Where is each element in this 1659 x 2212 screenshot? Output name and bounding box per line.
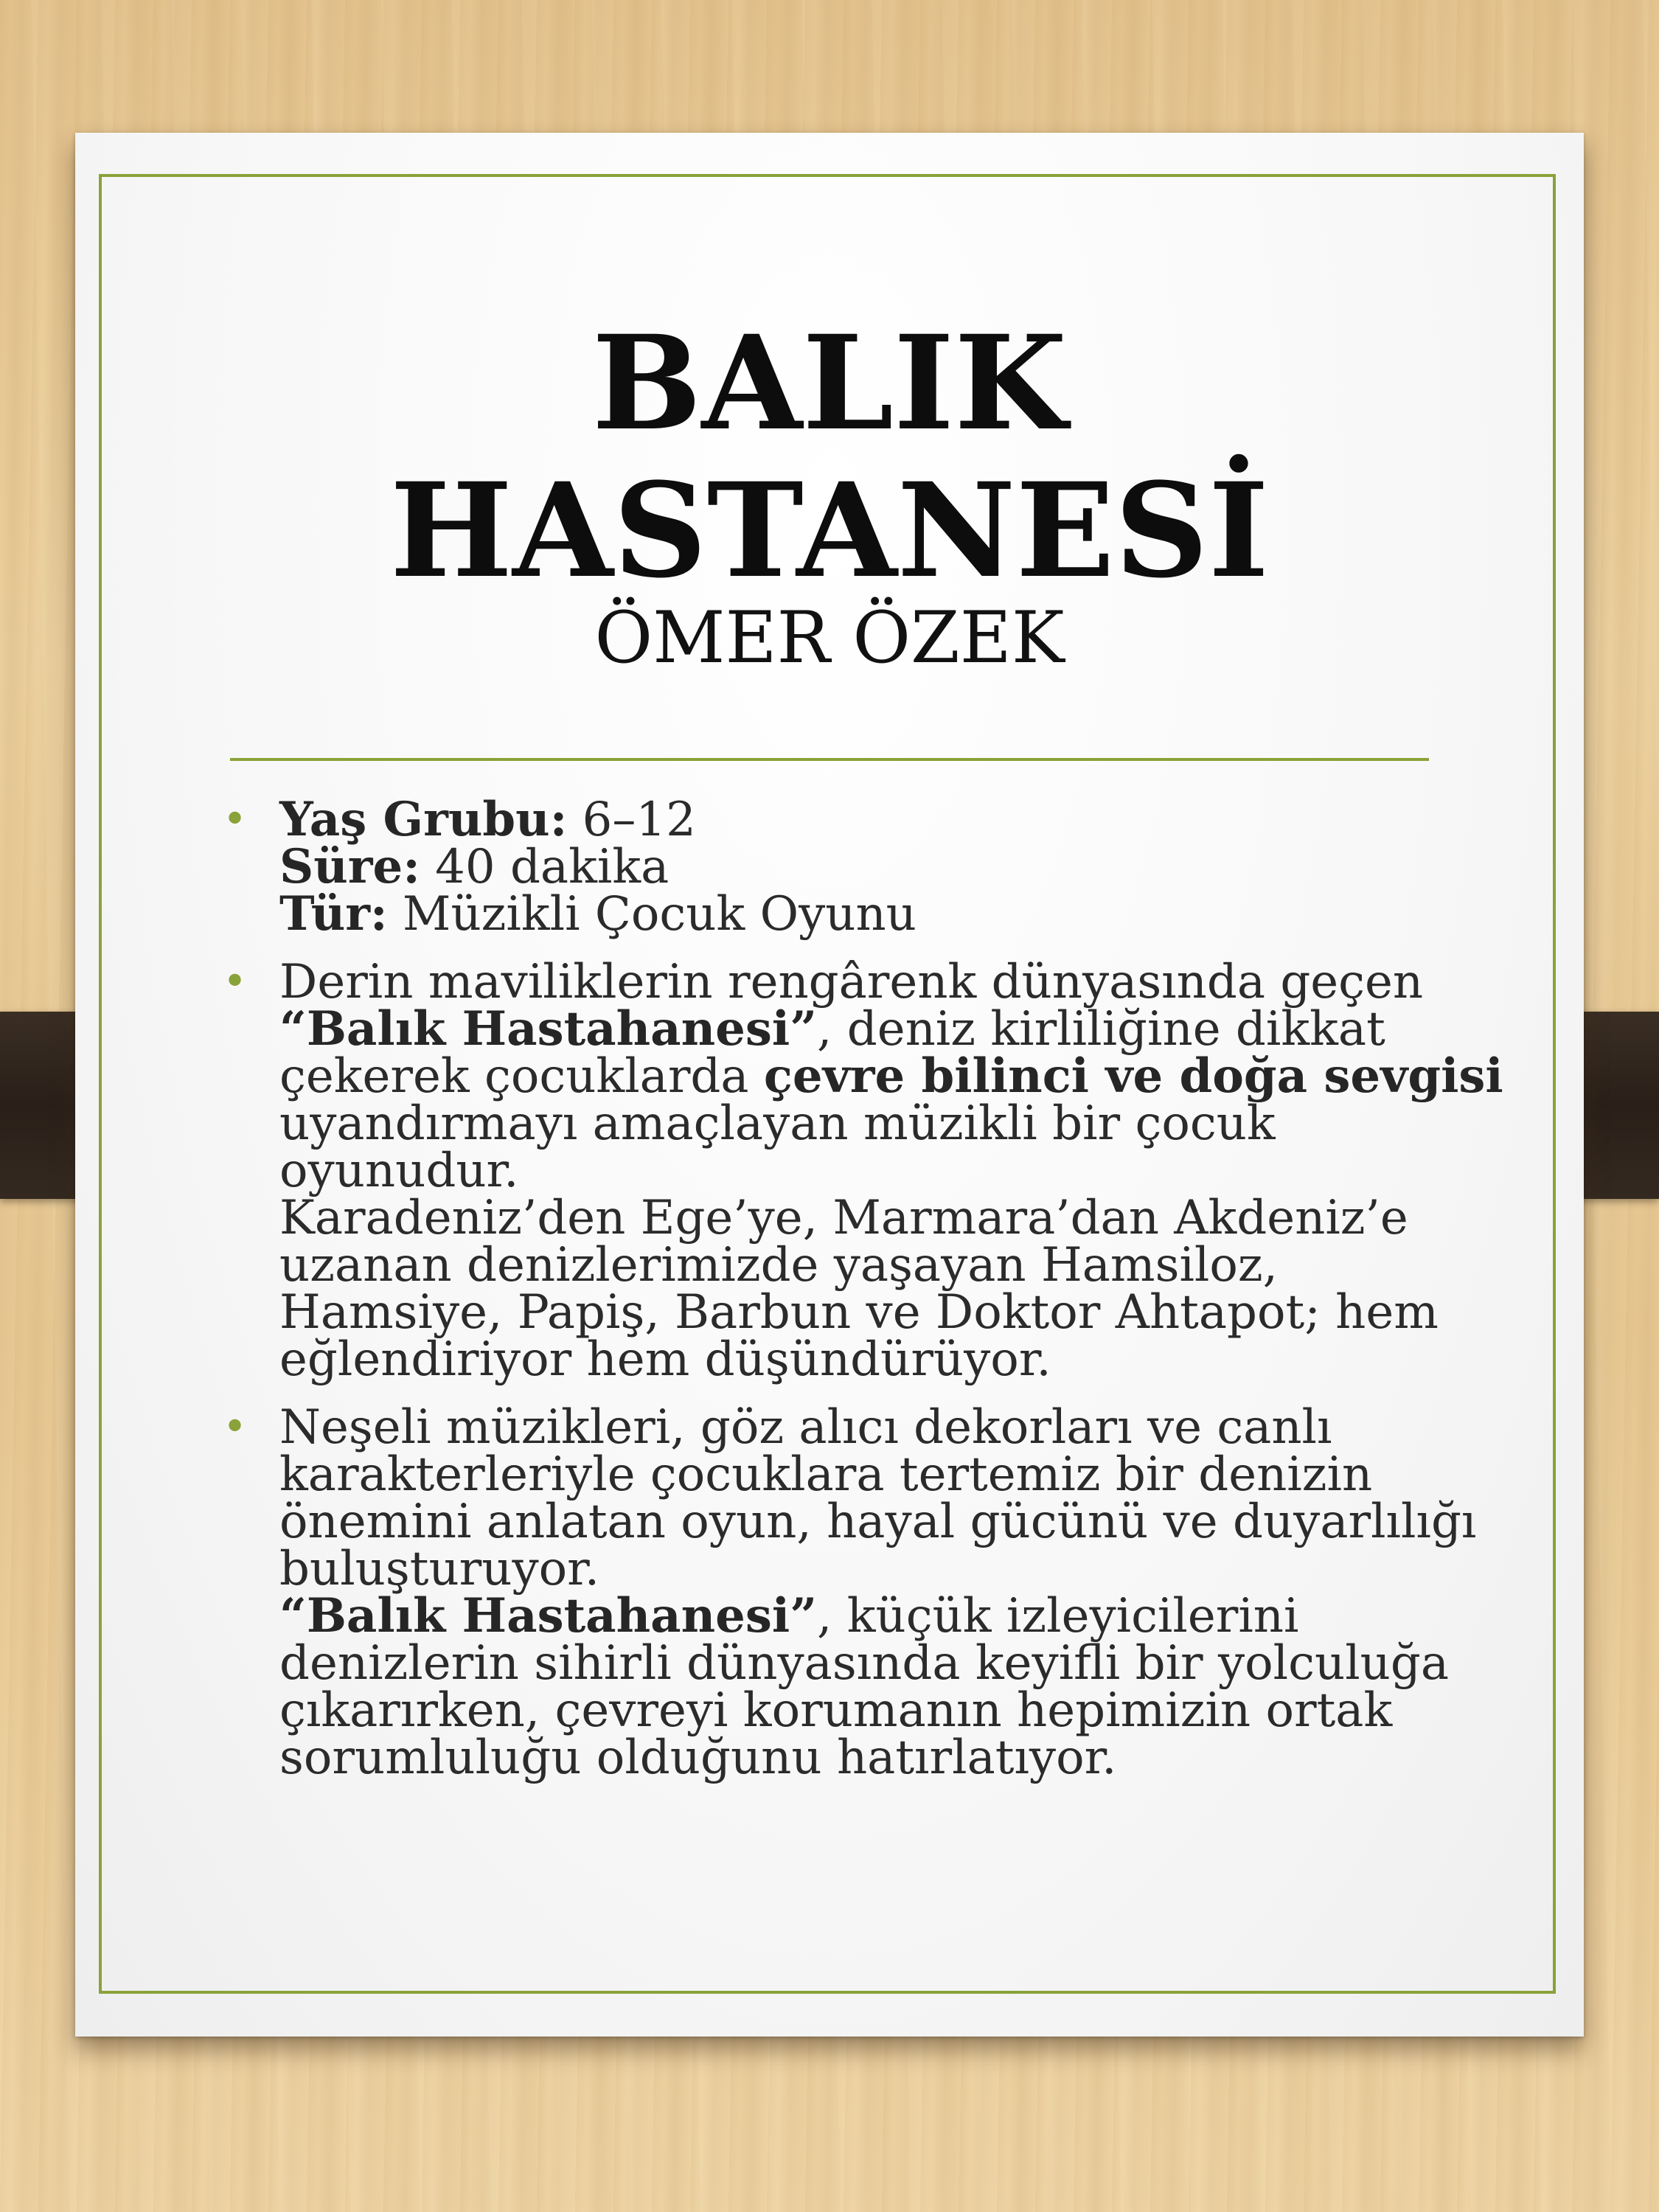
bullet-dot-icon: • xyxy=(223,1403,248,1451)
title-line-1: BALIK xyxy=(591,307,1068,459)
genre-line xyxy=(279,886,1552,942)
description-list xyxy=(203,792,1552,1802)
age-group-value: 6–12 xyxy=(567,793,696,847)
genre-value: Müzikli Çocuk Oyunu xyxy=(387,887,917,942)
p2-line: sorumluluğu olduğunu hatırlatıyor. xyxy=(279,1731,1117,1785)
p1-line: oyunudur. xyxy=(279,1144,519,1198)
duration-line xyxy=(279,839,1552,894)
divider-line xyxy=(230,758,1429,761)
author-name: ÖMER ÖZEK xyxy=(594,597,1065,679)
p1-line: eğlendiriyor hem düşündürüyor. xyxy=(279,1332,1051,1387)
p2-line: denizlerin sihirli dünyasında keyifli bir yolculuğa xyxy=(279,1636,1449,1691)
play-name-bold: “Balık Hastahanesi” xyxy=(279,1588,818,1644)
p1-line xyxy=(279,1048,1552,1104)
bullet-paragraph-2 xyxy=(223,1400,1552,1785)
p1-line: uyandırmayı amaçlayan müzikli bir çocuk xyxy=(279,1096,1276,1151)
poster-card xyxy=(75,133,1584,2037)
bullet-dot-icon: • xyxy=(223,796,248,844)
p2-line: çıkarırken, çevreyi korumanın hepimizin ortak xyxy=(279,1683,1393,1738)
p2-line: önemini anlatan oyun, hayal gücünü ve duyarlılığı xyxy=(279,1495,1477,1549)
bullet-dot-icon: • xyxy=(223,958,248,1006)
p1-line xyxy=(279,1001,1552,1057)
p2-line: buluşturuyor. xyxy=(279,1542,600,1596)
duration-value: 40 dakika xyxy=(420,840,669,894)
emphasis-bold: çevre bilinci ve doğa sevgisi xyxy=(763,1048,1503,1104)
p1-text: , deniz kirliliğine dikkat xyxy=(817,1002,1385,1057)
p2-line xyxy=(279,1588,1552,1644)
play-title xyxy=(75,307,1584,607)
age-group-label: Yaş Grubu: xyxy=(279,792,568,847)
p2-text: , küçük izleyicilerini xyxy=(817,1589,1299,1644)
p1-line: Derin maviliklerin rengârenk dünyasında geçen xyxy=(279,955,1424,1009)
bullet-info xyxy=(223,792,1552,942)
genre-label: Tür: xyxy=(279,886,388,942)
bullet-paragraph-1 xyxy=(223,955,1552,1387)
title-line-2: HASTANESİ xyxy=(389,454,1270,607)
p1-line: uzanan denizlerimizde yaşayan Hamsiloz, xyxy=(279,1238,1278,1293)
age-group-line xyxy=(279,792,1552,847)
p1-line: Hamsiye, Papiş, Barbun ve Doktor Ahtapot; hem xyxy=(279,1285,1439,1340)
duration-label: Süre: xyxy=(279,839,420,894)
play-name-bold: “Balık Hastahanesi” xyxy=(279,1001,818,1057)
p1-line: Karadeniz’den Ege’ye, Marmara’dan Akdeniz’e xyxy=(279,1191,1408,1245)
p2-line: karakterleriyle çocuklara tertemiz bir denizin xyxy=(279,1447,1373,1502)
p2-line: Neşeli müzikleri, göz alıcı dekorları ve canlı xyxy=(279,1400,1332,1455)
p1-text: çekerek çocuklarda xyxy=(279,1049,764,1104)
